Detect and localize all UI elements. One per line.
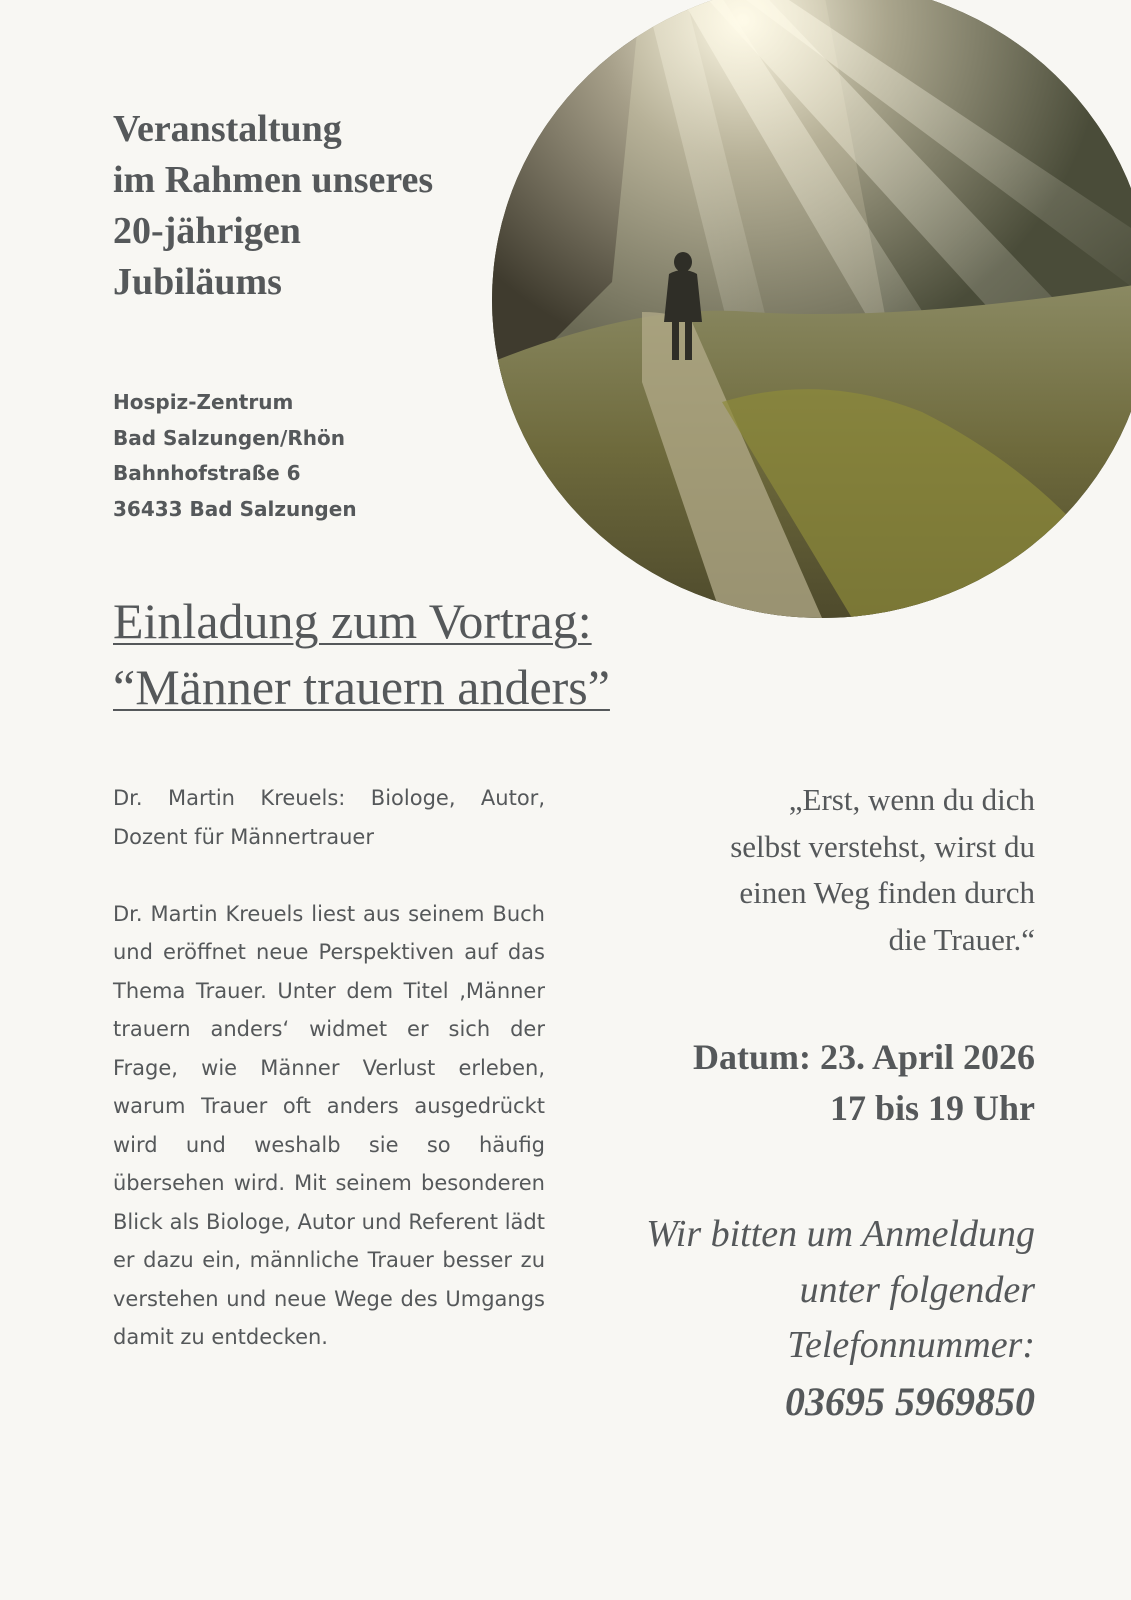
address-line: 36433 Bad Salzungen (113, 496, 357, 521)
speaker-intro: Dr. Martin Kreuels: Biologe, Autor, Dozent für Männertrauer (113, 786, 545, 849)
registration-line: unter folgender (799, 1268, 1035, 1311)
headline-line: im Rahmen unseres (113, 159, 434, 201)
registration-line: Wir bitten um Anmeldung (646, 1213, 1035, 1255)
title-line: “Männer trauern anders” (113, 659, 610, 715)
organizer-address (113, 385, 357, 527)
address-line: Bahnhofstraße 6 (113, 461, 301, 485)
event-time: 17 bis 19 Uhr (829, 1088, 1035, 1128)
phone-number: 03695 5969850 (785, 1378, 1035, 1424)
forest-path-photo (492, 0, 1131, 618)
quote (595, 777, 1035, 963)
address-line: Bad Salzungen/Rhön (113, 425, 345, 450)
quote-line: selbst verstehst, wirst du (730, 828, 1035, 864)
person-walking-forest-path-icon (492, 0, 1131, 618)
quote-line: einen Weg finden durch (739, 875, 1035, 910)
headline-line: Veranstaltung (113, 108, 342, 150)
description-paragraph: Dr. Martin Kreuels liest aus seinem Buch und eröffnet neue Perspektiven auf das Thema Trauer. Unter dem Titel ‚Männer trauern anders‘ widmet er sich der Frage, wie Männer Verlust erleben, warum Trauer oft anders ausgedrückt wird und weshalb sie so häufig übersehen wird. Mit seinem besonderen Blick als Biologe, Autor und Referent lädt er dazu ein, männliche Trauer besser zu verstehen und neue Wege des Umgangs damit zu entdecken. (113, 901, 545, 1349)
event-datetime (595, 1032, 1035, 1134)
lecture-description (113, 779, 545, 1357)
event-date: Datum: 23. April 2026 (693, 1037, 1035, 1077)
address-line: Hospiz-Zentrum (113, 390, 294, 414)
registration-note (575, 1207, 1035, 1429)
headline-line: 20-jährigen (113, 210, 301, 252)
registration-line: Telefonnummer: (787, 1324, 1035, 1366)
headline-line: Jubiläums (113, 261, 282, 303)
lecture-title (113, 588, 610, 720)
event-headline (113, 104, 433, 308)
quote-line: „Erst, wenn du dich (788, 782, 1035, 817)
title-line: Einladung zum Vortrag: (113, 593, 592, 649)
quote-line: die Trauer.“ (888, 921, 1035, 957)
